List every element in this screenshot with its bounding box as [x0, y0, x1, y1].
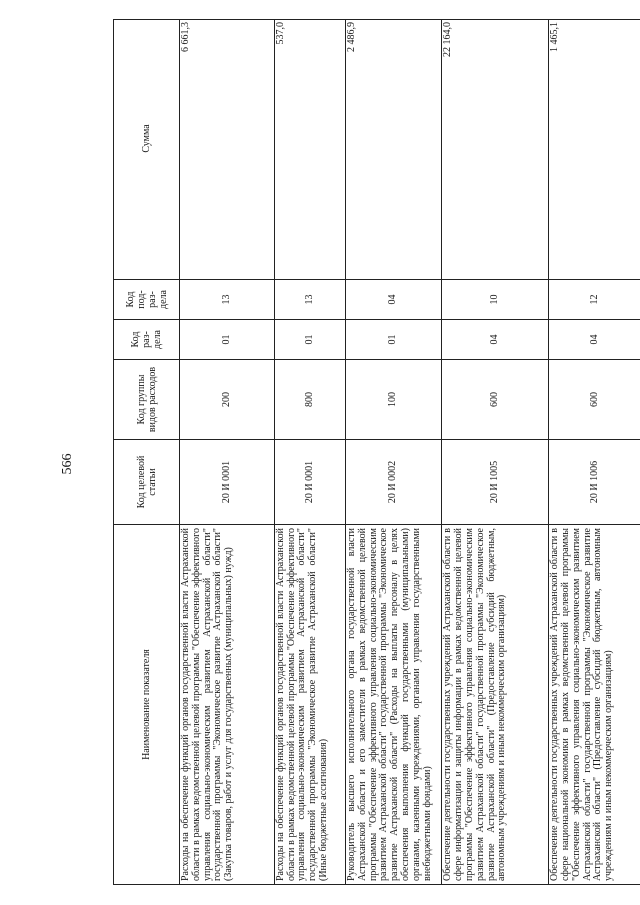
row-section: 01	[346, 320, 442, 360]
header-target-code: Код целевой статьи	[114, 440, 180, 525]
table-row	[346, 20, 442, 885]
row-name: Обеспечение деятельности государственных учреждений Астраханской области в сфере национальной экономики в рамках ведомственной целевой программы "Обеспечение эффективного управления социально-экономическим развитием Астраханской области" государственной программы "Экономическое развитие Астраханской области" (Предоставление субсидий бюджетным, автономным учреждениям и иным некоммерческим организациям)	[549, 525, 640, 885]
table-row	[442, 20, 549, 885]
row-subsection: 10	[442, 280, 549, 320]
table-row	[180, 20, 275, 885]
row-section: 01	[180, 320, 275, 360]
table-row	[549, 20, 640, 885]
row-subsection: 12	[549, 280, 640, 320]
row-name: Обеспечение деятельности государственных учреждений Астраханской области в сфере информатизации и защиты информации в рамках ведомственной целевой программы "Обеспечение эффективного управления социально-экономическим развитием Астраханской области" государственной программы "Экономическое развитие Астраханской области" (Предоставление субсидий бюджетным, автономным учреждениям и иным некоммерческим организациям)	[442, 525, 549, 885]
row-expense-group: 100	[346, 360, 442, 440]
row-target-code: 20 И 0001	[180, 440, 275, 525]
row-subsection: 13	[180, 280, 275, 320]
row-target-code: 20 И 0001	[274, 440, 345, 525]
row-expense-group: 600	[442, 360, 549, 440]
row-section: 04	[549, 320, 640, 360]
row-amount: 6 661,3	[180, 20, 275, 280]
page-number: 566	[60, 453, 75, 475]
header-amount: Сумма	[114, 20, 180, 280]
row-expense-group: 600	[549, 360, 640, 440]
row-name: Руководитель высшего исполнительного органа государственной власти Астраханской области и его заместители в рамках ведомственной целевой программы "Обеспечение эффективного управления социально-экономическим развитием Астраханской области" государственной программы "Экономическое развитие Астраханской области" (Расходы на выплаты персоналу в целях обеспечения выполнения функций государственными (муниципальными) органами, казенными учреждениями, органами управления государственными внебюджетными фондами)	[346, 525, 442, 885]
budget-table	[113, 19, 640, 885]
row-section: 04	[442, 320, 549, 360]
row-subsection: 13	[274, 280, 345, 320]
row-amount: 1 465,1	[549, 20, 640, 280]
header-subsection: Код под-раз-дела	[114, 280, 180, 320]
row-amount: 2 486,9	[346, 20, 442, 280]
header-row	[114, 20, 180, 885]
row-amount: 537,0	[274, 20, 345, 280]
row-name: Расходы на обеспечение функций органов государственной власти Астраханской области в рамках ведомственной целевой программы "Обеспечение эффективного управления социально-экономическим развитием Астраханской области" государственной программы "Экономическое развитие Астраханской области" (Иные бюджетные ассигнования)	[274, 525, 345, 885]
row-target-code: 20 И 0002	[346, 440, 442, 525]
row-target-code: 20 И 1005	[442, 440, 549, 525]
row-section: 01	[274, 320, 345, 360]
header-expense-group: Код группы видов расходов	[114, 360, 180, 440]
row-target-code: 20 И 1006	[549, 440, 640, 525]
row-amount: 22 164,0	[442, 20, 549, 280]
row-expense-group: 200	[180, 360, 275, 440]
header-name: Наименование показателя	[114, 525, 180, 885]
row-expense-group: 800	[274, 360, 345, 440]
row-name: Расходы на обеспечение функций органов государственной власти Астраханской области в рамках ведомственной целевой программы "Обеспечение эффективного управления социально-экономическим развитием Астраханской области" государственной программы "Экономическое развитие Астраханской области" (Закупка товаров, работ и услуг для государственных (муниципальных) нужд)	[180, 525, 275, 885]
rotated-page-content	[113, 20, 640, 885]
row-subsection: 04	[346, 280, 442, 320]
header-section: Код раз-дела	[114, 320, 180, 360]
table-row	[274, 20, 345, 885]
